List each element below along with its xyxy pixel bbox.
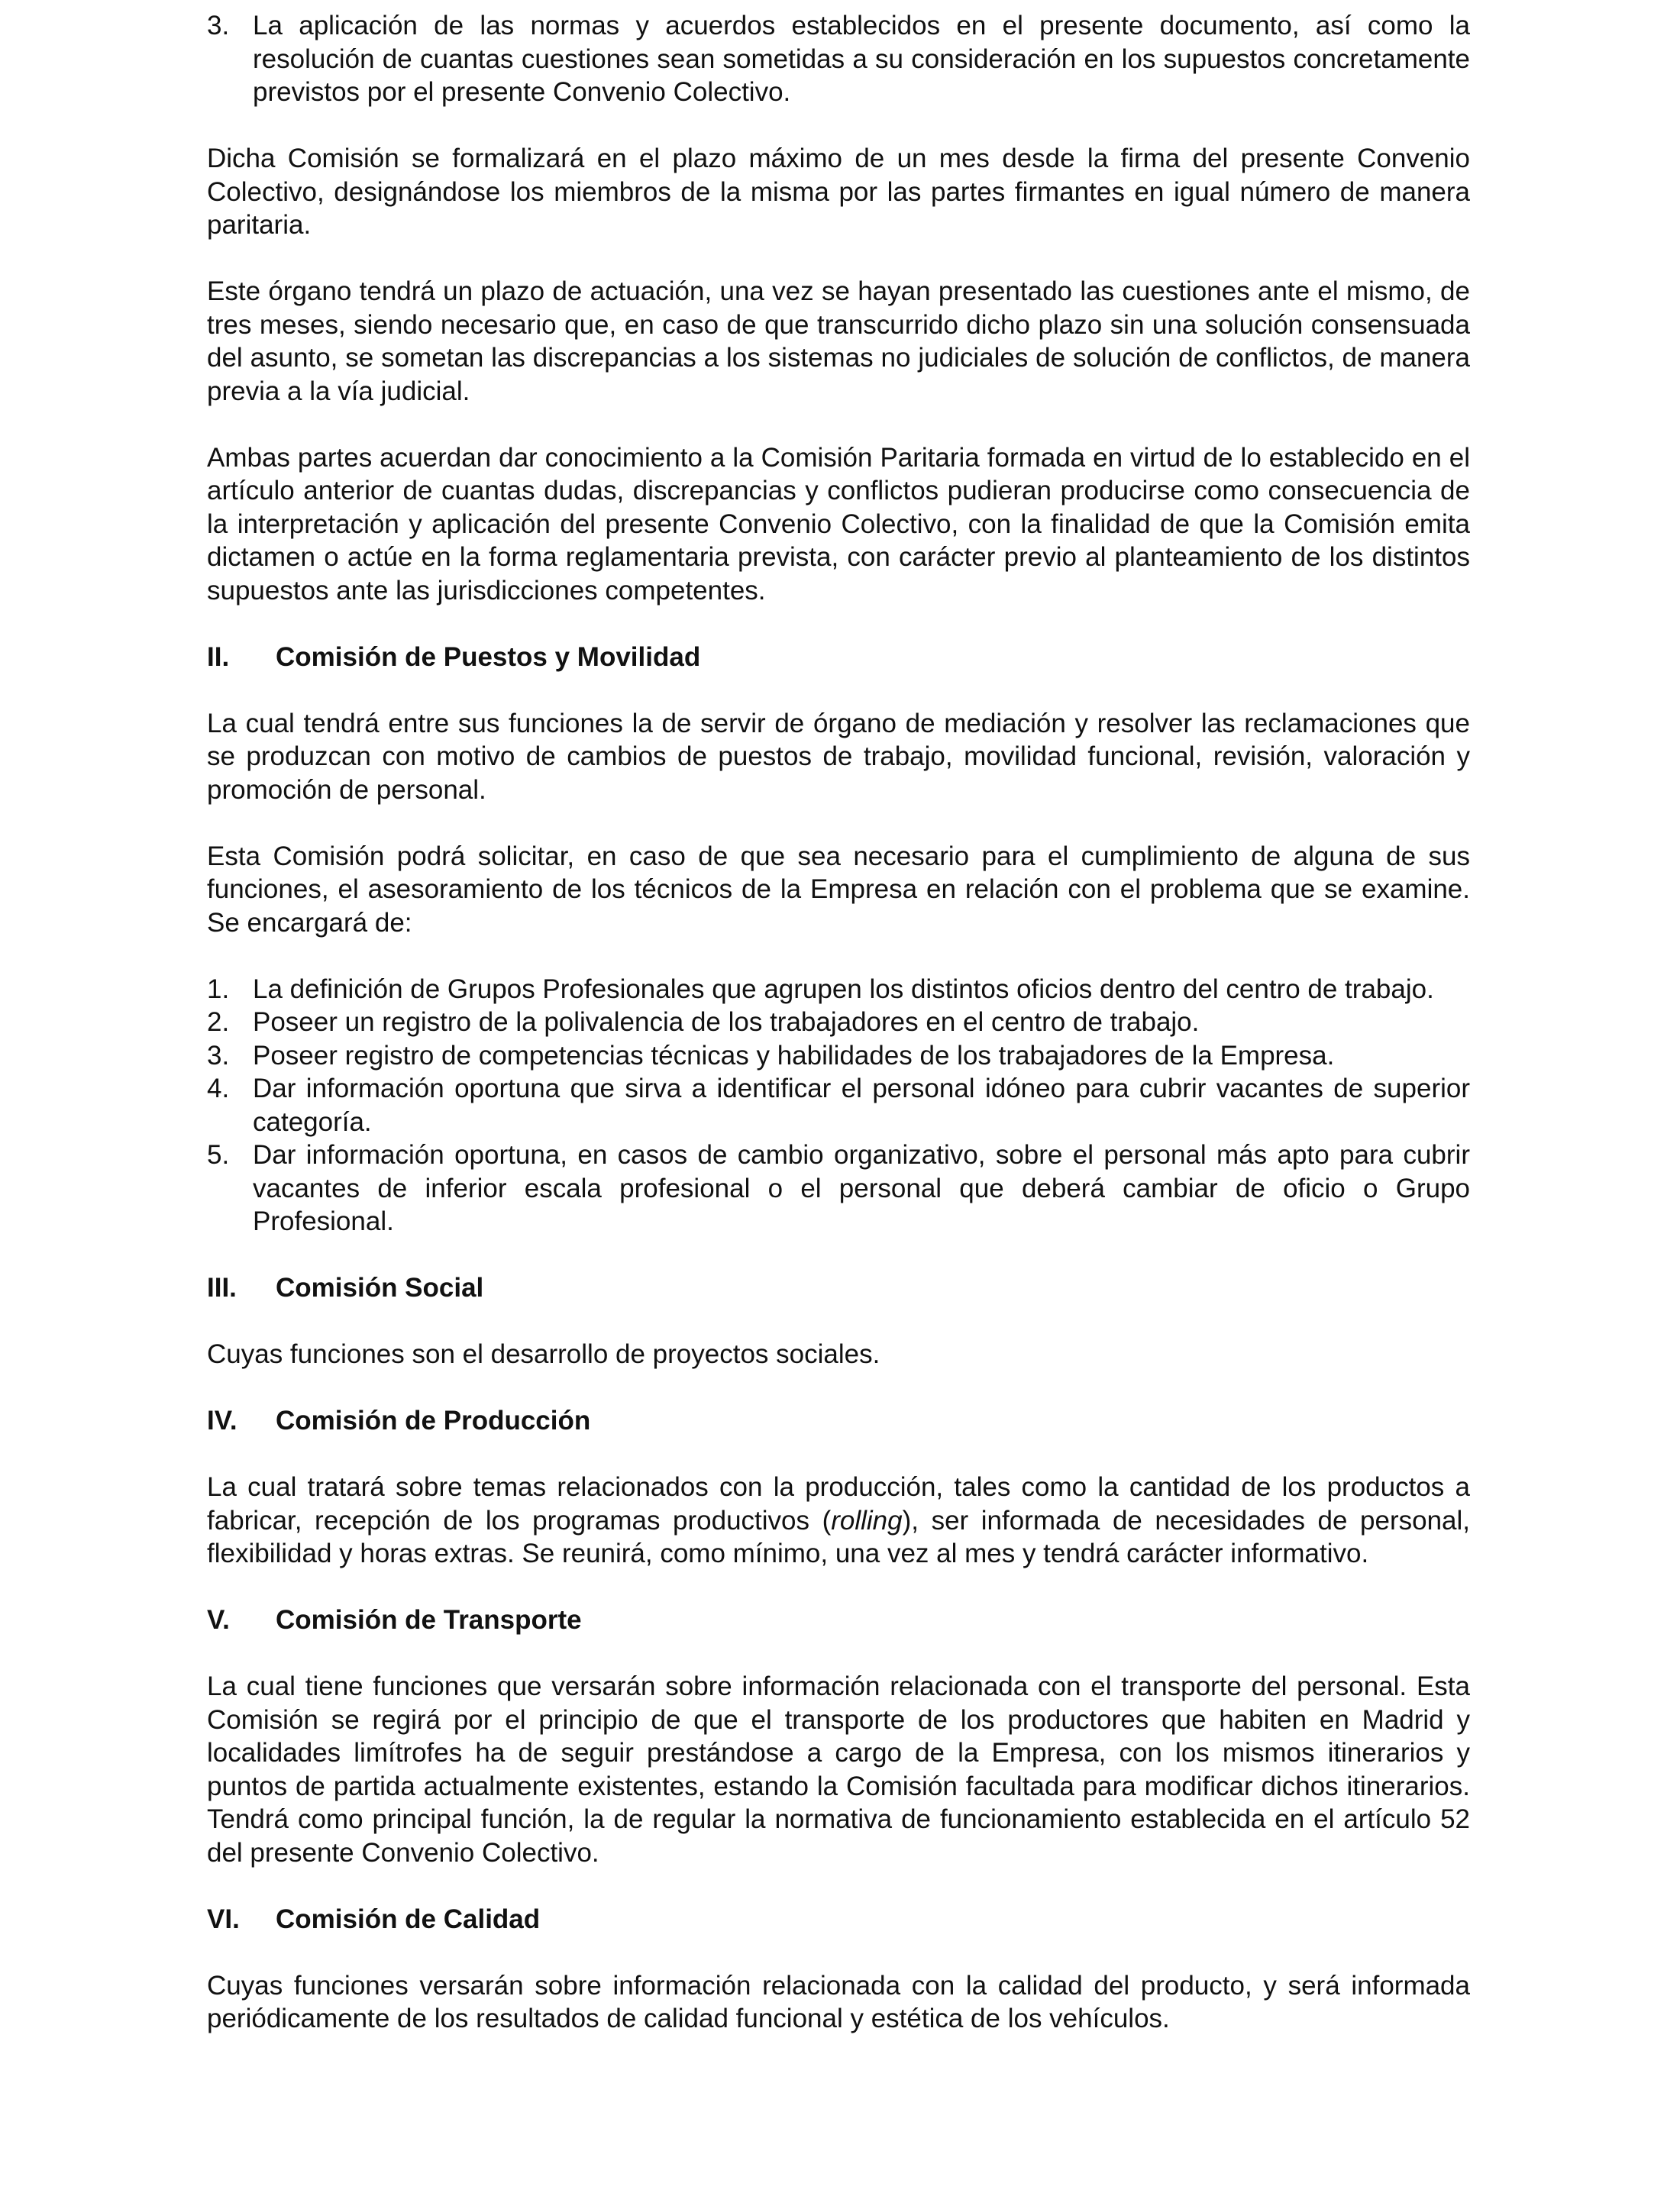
list-item-text: La definición de Grupos Profesionales que agrupen los distintos oficios dentro del centro de trabajo. xyxy=(253,974,1434,1004)
list-item-text: Dar información oportuna que sirva a identificar el personal idóneo para cubrir vacantes de superior categoría. xyxy=(253,1074,1470,1137)
italic-term: rolling xyxy=(831,1505,903,1536)
paragraph xyxy=(207,1471,1470,1571)
list-item-number: 2. xyxy=(207,1007,230,1037)
list-item-text: Poseer registro de competencias técnicas y habilidades de los trabajadores de la Empresa. xyxy=(253,1040,1335,1071)
list-item-text: La aplicación de las normas y acuerdos establecidos en el presente documento, así como la resolución de cuantas cuestiones sean sometidas a su consideración en los supuestos concretamente previstos por el presente Convenio Colectivo. xyxy=(253,11,1470,107)
list-item-number: 3. xyxy=(207,11,230,40)
paragraph: Este órgano tendrá un plazo de actuación, una vez se hayan presentado las cuestiones ante el mismo, de tres meses, siendo necesario que, en caso de que transcurrido dicho plazo sin una solución consensuada del asunto, se sometan las discrepancias a los sistemas no judiciales de solución de conflictos, de manera previa a la vía judicial. xyxy=(207,276,1470,406)
section-number: VI. xyxy=(207,1904,240,1934)
list-item-text: Poseer un registro de la polivalencia de los trabajadores en el centro de trabajo. xyxy=(253,1007,1200,1037)
section-heading-v xyxy=(207,1604,1470,1637)
paragraph-text: La cual tratará sobre temas relacionados con la producción, tales como la cantidad de los productos a fabricar, recepción de los programas productivos ( xyxy=(207,1472,1470,1536)
section-heading-vi xyxy=(207,1903,1470,1936)
document-page xyxy=(207,9,1470,2069)
section-heading-iv xyxy=(207,1404,1470,1438)
paragraph: Cuyas funciones son el desarrollo de proyectos sociales. xyxy=(207,1339,880,1369)
list-item-number: 5. xyxy=(207,1140,230,1170)
paragraph: Cuyas funciones versarán sobre información relacionada con la calidad del producto, y será informada periódicamente de los resultados de calidad funcional y estética de los vehículos. xyxy=(207,1970,1470,2033)
list-item xyxy=(207,9,1470,109)
paragraph: Ambas partes acuerdan dar conocimiento a la Comisión Paritaria formada en virtud de lo establecido en el artículo anterior de cuantas dudas, discrepancias y conflictos pudieran producirse como consecuencia de la interpretación y aplicación del presente Convenio Colectivo, con la finalidad de que la Comisión emita dictamen o actúe en la forma reglamentaria prevista, con carácter previo al planteamiento de los distintos supuestos ante las jurisdicciones competentes. xyxy=(207,442,1470,606)
section-title: Comisión de Producción xyxy=(276,1406,591,1436)
list-item xyxy=(207,1072,1470,1138)
paragraph: La cual tiene funciones que versarán sobre información relacionada con el transporte del personal. Esta Comisión se regirá por el principio de que el transporte de los productores que habiten en Madrid y localidades limítrofes ha de seguir prestándose a cargo de la Empresa, con los mismos itinerarios y puntos de partida actualmente existentes, estando la Comisión facultada para modificar dichos itinerarios. Tendrá como principal función, la de regular la normativa de funcionamiento establecida en el artículo 52 del presente Convenio Colectivo. xyxy=(207,1671,1470,1868)
list-item-number: 4. xyxy=(207,1074,230,1103)
section-title: Comisión de Calidad xyxy=(276,1904,541,1934)
list-item xyxy=(207,1138,1470,1239)
list-item-text: Dar información oportuna, en casos de cambio organizativo, sobre el personal más apto para cubrir vacantes de inferior escala profesional o el personal que deberá cambiar de oficio o Grupo Profesional. xyxy=(253,1140,1470,1236)
section-number: III. xyxy=(207,1273,237,1303)
section-heading-iii xyxy=(207,1271,1470,1305)
section-title: Comisión Social xyxy=(276,1273,484,1303)
section-number: IV. xyxy=(207,1406,237,1436)
section-heading-ii xyxy=(207,641,1470,674)
paragraph: Esta Comisión podrá solicitar, en caso de que sea necesario para el cumplimiento de alguna de sus funciones, el asesoramiento de los técnicos de la Empresa en relación con el problema que se examine. Se encargará de: xyxy=(207,841,1470,938)
paragraph-text: ), ser informada de necesidades de personal, flexibilidad y horas extras. Se reunirá, como mínimo, una vez al mes y tendrá carácter informativo. xyxy=(207,1505,1470,1568)
paragraph: La cual tendrá entre sus funciones la de servir de órgano de mediación y resolver las reclamaciones que se produzcan con motivo de cambios de puestos de trabajo, movilidad funcional, revisión, valoración y promoción de personal. xyxy=(207,708,1470,805)
list-item-number: 1. xyxy=(207,974,230,1004)
paragraph: Dicha Comisión se formalizará en el plazo máximo de un mes desde la firma del presente Convenio Colectivo, designándose los miembros de la misma por las partes firmantes en igual número de manera paritaria. xyxy=(207,144,1470,240)
top-numbered-list xyxy=(207,9,1470,109)
section-title: Comisión de Transporte xyxy=(276,1605,582,1635)
section-ii-numbered-list xyxy=(207,973,1470,1239)
list-item xyxy=(207,1039,1470,1073)
section-title: Comisión de Puestos y Movilidad xyxy=(276,641,701,672)
list-item xyxy=(207,973,1470,1006)
section-number: V. xyxy=(207,1605,230,1635)
section-number: II. xyxy=(207,641,230,672)
list-item-number: 3. xyxy=(207,1040,230,1071)
list-item xyxy=(207,1006,1470,1039)
